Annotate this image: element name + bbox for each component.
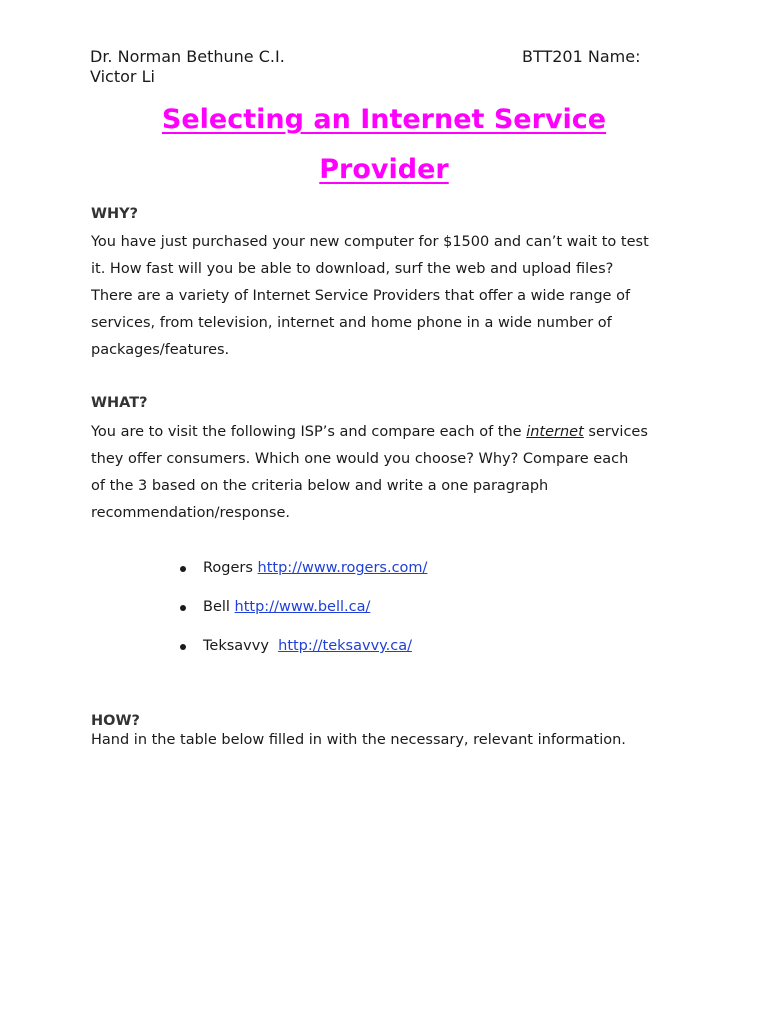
what-line: recommendation/response. (91, 505, 290, 521)
bullet-icon (180, 566, 186, 572)
what-line: of the 3 based on the criteria below and write a one paragraph (91, 478, 549, 494)
why-line: services, from television, internet and home phone in a wide number of (91, 315, 612, 331)
course-code: BTT201 Name: (522, 47, 641, 66)
what-line: they offer consumers. Which one would you choose? Why? Compare each (91, 451, 629, 467)
why-line: There are a variety of Internet Service Providers that offer a wide range of (91, 288, 631, 304)
page-title-line-2: Provider (319, 154, 449, 185)
what-line-end: services (583, 424, 648, 440)
teksavvy-link[interactable]: http://teksavvy.ca/ (278, 638, 413, 654)
why-line: You have just purchased your new computer for $1500 and can’t wait to test (91, 234, 649, 250)
why-line: it. How fast will you be able to download, surf the web and upload files? (91, 261, 614, 277)
what-line (91, 419, 691, 446)
internet-emphasis: internet (526, 424, 584, 440)
what-paragraph (91, 419, 691, 527)
why-line: packages/features. (91, 342, 230, 358)
list-item (180, 596, 427, 635)
isp-list (180, 557, 427, 674)
school-name: Dr. Norman Bethune C.I. (90, 47, 285, 66)
how-heading: HOW? (91, 713, 140, 729)
bullet-icon (180, 644, 186, 650)
why-paragraph (91, 229, 691, 364)
bullet-icon (180, 605, 186, 611)
student-name: Victor Li (90, 67, 155, 86)
rogers-link[interactable]: http://www.rogers.com/ (257, 560, 428, 576)
list-item (180, 635, 427, 674)
what-line-start: You are to visit the following ISP’s and compare each of the (91, 424, 527, 440)
how-paragraph: Hand in the table below filled in with the necessary, relevant information. (91, 732, 626, 748)
isp-name: Rogers (203, 560, 258, 576)
what-heading: WHAT? (91, 395, 148, 411)
isp-name: Teksavvy (203, 638, 279, 654)
page-title-line-1: Selecting an Internet Service (161, 104, 607, 135)
isp-name: Bell (203, 599, 235, 615)
list-item (180, 557, 427, 596)
why-heading: WHY? (91, 206, 139, 222)
bell-link[interactable]: http://www.bell.ca/ (234, 599, 371, 615)
